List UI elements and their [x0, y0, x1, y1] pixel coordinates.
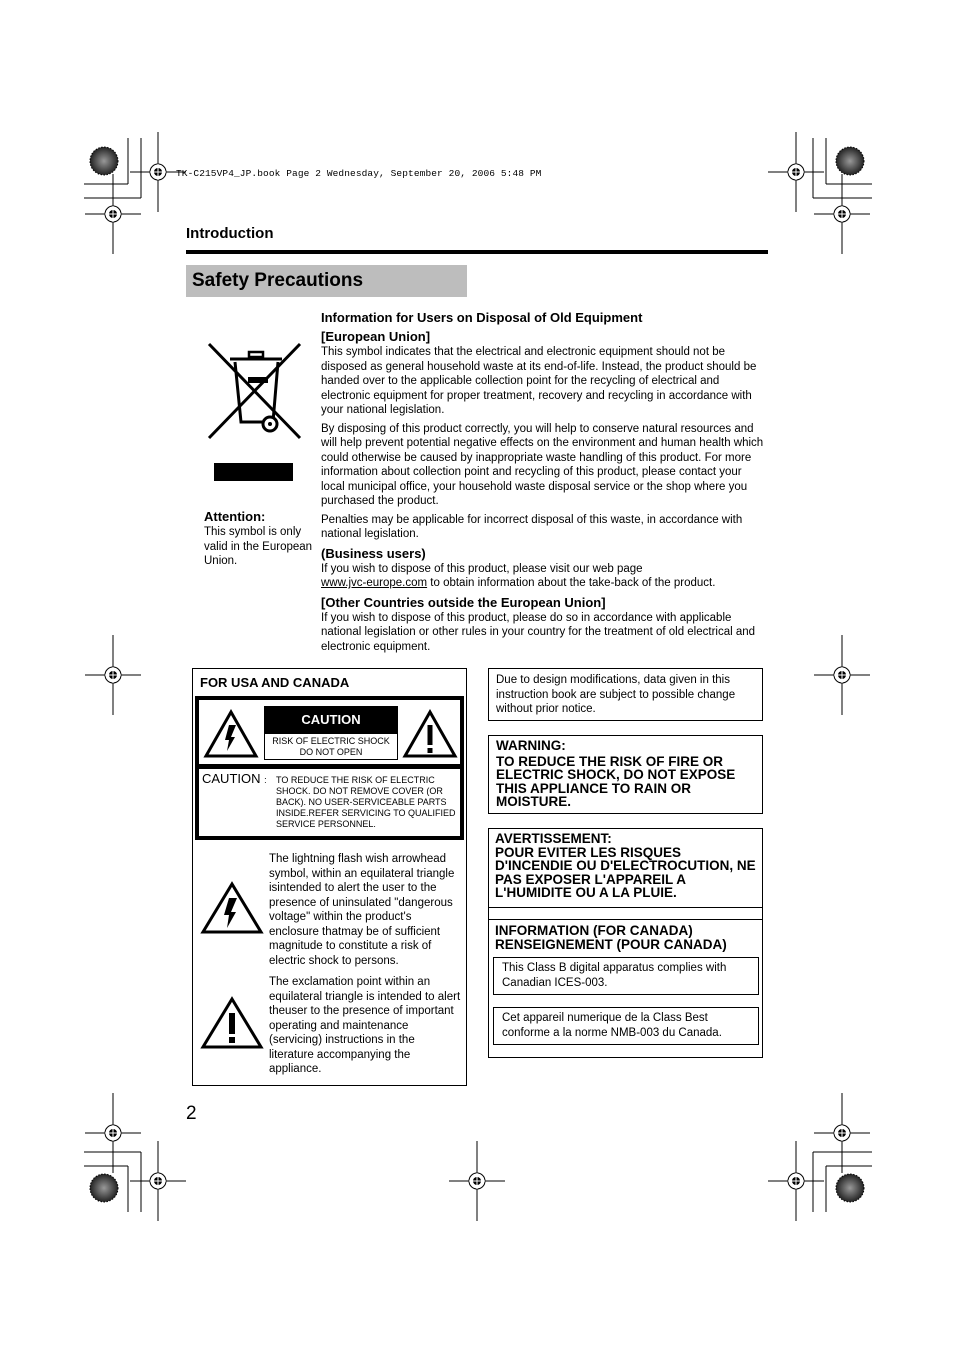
canada-title-en: INFORMATION (FOR CANADA)	[495, 923, 693, 938]
canada-en-box	[493, 957, 759, 995]
canada-fr-text: Cet appareil numerique de la Class Best conforme a la norme NMB-003 du Canada.	[502, 1012, 722, 1039]
canada-en-text: This Class B digital apparatus complies with Canadian ICES-003.	[502, 962, 727, 989]
warning-text: TO REDUCE THE RISK OF FIRE OR ELECTRIC SHOCK, DO NOT EXPOSE THIS APPLIANCE TO RAIN OR MOISTURE.	[496, 753, 736, 809]
notice-box	[488, 668, 763, 721]
caution-word-text: CAUTION	[202, 771, 261, 786]
caution-word	[202, 771, 267, 786]
section-heading: Introduction	[186, 225, 274, 242]
divider	[488, 919, 763, 920]
lightning-triangle-icon	[200, 881, 264, 935]
eu-paragraph-3: Penalties may be applicable for incorrect disposal of this waste, in accordance with national legislation.	[321, 513, 743, 540]
notice-text: Due to design modifications, data given in this instruction book are subject to possible change without prior notice.	[496, 674, 736, 715]
caution-text: TO REDUCE THE RISK OF ELECTRIC SHOCK. DO NOT REMOVE COVER (OR BACK). NO USER-SERVICEABLE PARTS INSIDE.REFER SERVICING TO QUALIFIED SERVICE PERSONNEL.	[276, 775, 456, 829]
file-info: TK-C215VP4_JP.book Page 2 Wednesday, September 20, 2006 5:48 PM	[176, 168, 542, 179]
exclamation-triangle-icon	[200, 996, 264, 1050]
eu-heading: [European Union]	[321, 329, 431, 344]
attention-note	[204, 509, 314, 569]
attention-title: Attention:	[204, 509, 266, 524]
other-heading: [Other Countries outside the European Union]	[321, 594, 606, 610]
exclamation-description: The exclamation point within an equilateral triangle is intended to alert theuser to the presence of important operating and maintenance (servicing) instructions in the literature accompanying the appliance.	[269, 976, 461, 1075]
eu-paragraph-2: By disposing of this product correctly, you will help to conserve natural resources and will help prevent potential negative effects on the environment and human health which could otherwise be caused by inappropriate waste handling of this product. For more information about collection point and recycling of this product, please contact your local municipal office, your household waste disposal service or the shop where you purchased the product.	[321, 422, 764, 507]
usa-canada-title: FOR USA AND CANADA	[200, 675, 350, 690]
caution-header: CAUTION	[264, 706, 398, 733]
lightning-description: The lightning flash wish arrowhead symbol, within an equilateral triangle isintended to alert the user to the presence of uninsulated "dangerous voltage" within the product's enclosure thatmay be of sufficient magnitude to constitute a risk of electric shock to persons.	[269, 853, 455, 967]
title-box	[186, 265, 467, 297]
page-title: Safety Precautions	[192, 270, 364, 291]
caution-colon: :	[264, 775, 267, 785]
canada-fr-box	[493, 1007, 759, 1045]
disposal-heading: Information for Users on Disposal of Old Equipment	[321, 310, 643, 325]
jvc-europe-link[interactable]: www.jvc-europe.com	[321, 577, 428, 589]
business-heading: (Business users)	[321, 545, 426, 561]
business-paragraph	[321, 562, 766, 591]
crossed-bin-icon	[206, 340, 304, 444]
exclamation-triangle-icon	[402, 709, 458, 759]
risk-text: RISK OF ELECTRIC SHOCK DO NOT OPEN	[264, 733, 398, 760]
canada-title-fr: RENSEIGNEMENT (POUR CANADA)	[495, 936, 727, 952]
avertissement-text: POUR EVITER LES RISQUES D'INCENDIE OU D'ELECTROCUTION, NE PAS EXPOSER L'APPAREIL A L'HUMIDITE OU A LA PLUIE.	[495, 844, 756, 900]
avertissement-block	[495, 832, 757, 900]
other-paragraph: If you wish to dispose of this product, please do so in accordance with applicable national legislation or other rules in your country for the treatment of old electrical and electronic equipment.	[321, 611, 756, 653]
lightning-triangle-icon	[203, 709, 259, 759]
warning-box	[488, 735, 763, 814]
business-text-1: If you wish to dispose of this product, please visit our web page	[321, 562, 643, 575]
warning-title: WARNING:	[496, 738, 566, 753]
business-text-2: to obtain information about the take-back of the product.	[427, 577, 716, 589]
page-number: 2	[186, 1103, 197, 1124]
avertissement-title: AVERTISSEMENT:	[495, 831, 612, 846]
canada-titles	[495, 924, 757, 951]
eu-paragraph-1: This symbol indicates that the electrical and electronic equipment should not be disposed as general household waste at its end-of-life. Instead, the product should be handed over to the applicable collection point for the recycling of electrical and electronic equipment for proper treatment, recovery and recycling in accordance with your national legislation.	[321, 346, 757, 416]
disposal-info	[321, 310, 766, 654]
attention-text: This symbol is only valid in the European Union.	[204, 526, 313, 567]
divider	[488, 907, 763, 908]
section-rule	[186, 250, 768, 254]
symbol-bar	[214, 463, 293, 481]
